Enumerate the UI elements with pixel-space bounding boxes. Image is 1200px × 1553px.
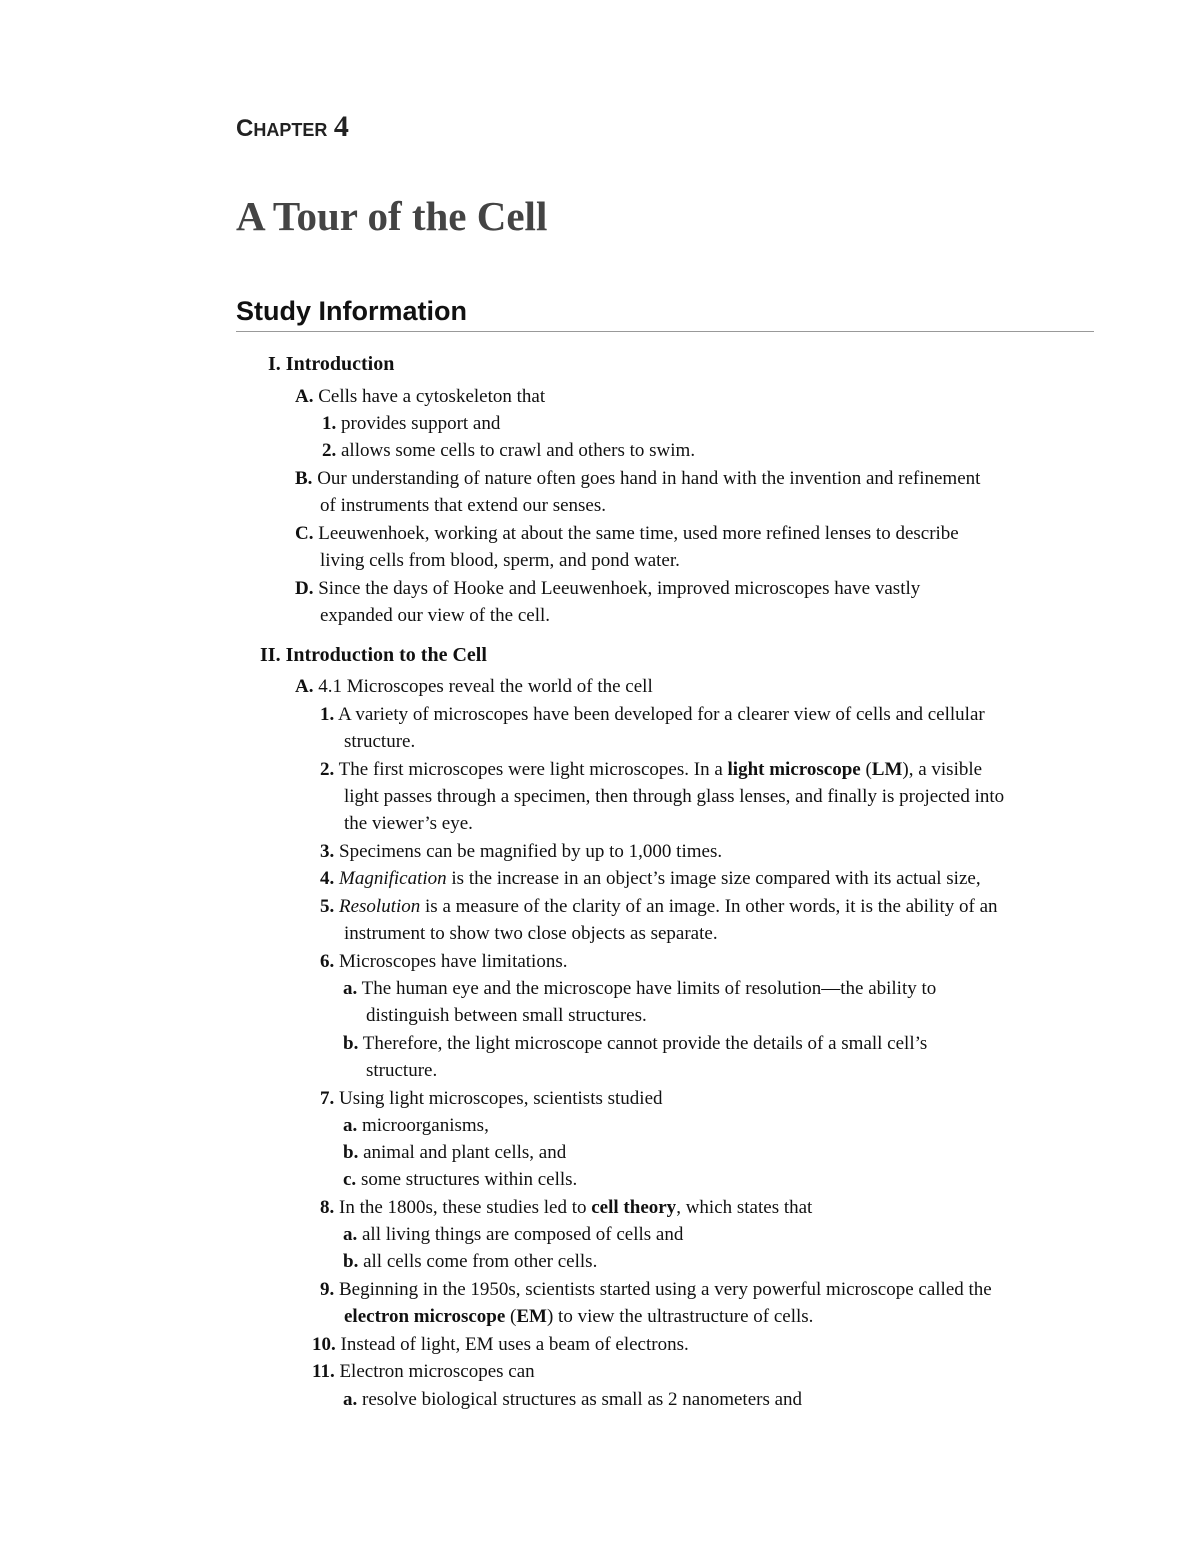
outline-item-text: In the 1800s, these studies led to xyxy=(339,1197,592,1218)
outline-item-I-D xyxy=(295,578,920,601)
outline-marker: II. xyxy=(260,644,281,666)
outline-item-text: all living things are composed of cells and xyxy=(362,1224,684,1245)
outline-marker: a. xyxy=(343,978,358,999)
outline-item-text: The first microscopes were light microscopes. In a xyxy=(338,759,728,780)
outline-item-II-A-7-c xyxy=(343,1169,577,1192)
outline-marker: A. xyxy=(295,386,314,407)
outline-item-text: ), a visible xyxy=(902,759,983,780)
outline-item-text: The human eye and the microscope have limits of resolution—the ability to xyxy=(361,978,937,999)
outline-item-text: Instead of light, EM uses a beam of electrons. xyxy=(340,1334,689,1355)
outline-marker: I. xyxy=(268,353,281,375)
section-heading: Study Information xyxy=(236,296,467,326)
outline-marker: a. xyxy=(343,1224,358,1245)
outline-marker: 10. xyxy=(312,1334,336,1355)
outline-marker: c. xyxy=(343,1169,357,1190)
outline-marker: 11. xyxy=(312,1361,335,1382)
outline-item-II-A-4 xyxy=(320,868,981,891)
outline-marker: b. xyxy=(343,1033,359,1054)
outline-item-II-A-6-a-continued: distinguish between small structures. xyxy=(366,1005,647,1026)
outline-item-text: ( xyxy=(860,759,872,780)
outline-item-II-A-8-b xyxy=(343,1251,597,1274)
outline-item-I-A-1 xyxy=(322,413,500,436)
outline-item-II-A-7-b xyxy=(343,1142,566,1165)
key-term-abbreviation: LM xyxy=(871,759,903,780)
chapter-number: 4 xyxy=(333,110,349,143)
outline-heading-introduction-to-the-cell xyxy=(260,643,487,667)
outline-marker: D. xyxy=(295,578,314,599)
outline-marker: 5. xyxy=(320,896,335,917)
outline-item-II-A-2-continued: the viewer’s eye. xyxy=(344,813,473,834)
outline-item-text: Cells have a cytoskeleton that xyxy=(318,386,546,407)
outline-item-II-A-3 xyxy=(320,841,722,864)
outline-item-II-A-10 xyxy=(312,1334,689,1357)
outline-item-I-D-continued: expanded our view of the cell. xyxy=(320,605,551,626)
outline-item-II-A-1 xyxy=(320,704,985,727)
outline-item-text: resolve biological structures as small as 2 nanometers and xyxy=(362,1389,803,1410)
outline-item-II-A xyxy=(295,676,653,699)
outline-item-text: ( xyxy=(505,1306,517,1327)
key-term: Resolution xyxy=(339,896,421,917)
outline-item-I-C-continued: living cells from blood, sperm, and pond water. xyxy=(320,550,680,571)
outline-item-text: Our understanding of nature often goes hand in hand with the invention and refinement xyxy=(317,468,981,489)
outline-item-text: Leeuwenhoek, working at about the same time, used more refined lenses to describe xyxy=(318,523,959,544)
chapter-title: A Tour of the Cell xyxy=(236,193,548,239)
outline-item-II-A-5-continued: instrument to show two close objects as separate. xyxy=(344,923,718,944)
key-term: light microscope xyxy=(727,759,861,780)
outline-marker: C. xyxy=(295,523,314,544)
outline-marker: a. xyxy=(343,1115,358,1136)
outline-marker: 3. xyxy=(320,841,335,862)
outline-marker: a. xyxy=(343,1389,358,1410)
outline-item-text: is a measure of the clarity of an image. In other words, it is the ability of an xyxy=(420,896,998,917)
outline-marker: b. xyxy=(343,1251,359,1272)
outline-item-II-A-6 xyxy=(320,951,567,974)
outline-item-text: Beginning in the 1950s, scientists started using a very powerful microscope called the xyxy=(339,1279,992,1300)
outline-heading-text: Introduction to the Cell xyxy=(285,644,487,666)
outline-marker: b. xyxy=(343,1142,359,1163)
outline-marker: A. xyxy=(295,676,314,697)
outline-item-text: allows some cells to crawl and others to swim. xyxy=(341,440,696,461)
outline-item-II-A-2-continued: light passes through a specimen, then through glass lenses, and finally is projected into xyxy=(344,786,1005,807)
outline-marker: 1. xyxy=(322,413,337,434)
outline-item-text: is the increase in an object’s image size compared with its actual size, xyxy=(446,868,981,889)
outline-heading-introduction xyxy=(268,352,394,376)
outline-marker: 8. xyxy=(320,1197,335,1218)
outline-item-II-A-11 xyxy=(312,1361,535,1384)
outline-item-text: provides support and xyxy=(341,413,501,434)
outline-item-II-A-9 xyxy=(320,1279,992,1302)
outline-marker: 7. xyxy=(320,1088,335,1109)
outline-item-text: Electron microscopes can xyxy=(339,1361,535,1382)
outline-item-I-B xyxy=(295,468,980,491)
outline-item-I-A xyxy=(295,386,545,409)
key-term: electron microscope xyxy=(344,1306,506,1327)
outline-item-text: A variety of microscopes have been developed for a clearer view of cells and cellular xyxy=(337,704,985,725)
heading-rule xyxy=(236,331,1094,332)
outline-item-II-A-1-continued: structure. xyxy=(344,731,416,752)
outline-marker: 9. xyxy=(320,1279,335,1300)
outline-item-text: some structures within cells. xyxy=(360,1169,578,1190)
outline-marker: 2. xyxy=(320,759,335,780)
outline-marker: 1. xyxy=(320,704,335,725)
outline-marker: 6. xyxy=(320,951,335,972)
outline-item-II-A-6-b-continued: structure. xyxy=(366,1060,438,1081)
chapter-label-initial: C xyxy=(236,115,254,142)
outline-item-I-A-2 xyxy=(322,440,695,463)
outline-item-text: Specimens can be magnified by up to 1,000 times. xyxy=(339,841,723,862)
key-term: Magnification xyxy=(339,868,447,889)
outline-item-text: Therefore, the light microscope cannot provide the details of a small cell’s xyxy=(362,1033,928,1054)
outline-item-text: all cells come from other cells. xyxy=(363,1251,598,1272)
outline-item-II-A-5 xyxy=(320,896,998,919)
outline-item-II-A-9-continued xyxy=(344,1306,813,1329)
outline-item-text: Microscopes have limitations. xyxy=(339,951,568,972)
chapter-label xyxy=(236,112,349,142)
outline-item-text: , which states that xyxy=(676,1197,813,1218)
outline-marker: 2. xyxy=(322,440,337,461)
outline-item-II-A-7 xyxy=(320,1088,663,1111)
outline-item-II-A-8-a xyxy=(343,1224,683,1247)
chapter-label-rest: HAPTER xyxy=(253,120,328,140)
outline-item-I-B-continued: of instruments that extend our senses. xyxy=(320,495,607,516)
outline-item-text: Using light microscopes, scientists studied xyxy=(339,1088,663,1109)
outline-marker: B. xyxy=(295,468,313,489)
outline-item-text: ) to view the ultrastructure of cells. xyxy=(546,1306,814,1327)
key-term: cell theory xyxy=(591,1197,677,1218)
outline-item-text: 4.1 Microscopes reveal the world of the cell xyxy=(318,676,653,697)
outline-item-text: animal and plant cells, and xyxy=(363,1142,567,1163)
outline-item-II-A-6-a xyxy=(343,978,936,1001)
outline-item-text: microorganisms, xyxy=(362,1115,489,1136)
outline-item-II-A-2 xyxy=(320,759,982,782)
outline-marker: 4. xyxy=(320,868,335,889)
outline-item-II-A-6-b xyxy=(343,1033,927,1056)
outline-item-II-A-8 xyxy=(320,1197,812,1220)
outline-item-II-A-11-a xyxy=(343,1389,802,1412)
key-term-abbreviation: EM xyxy=(516,1306,547,1327)
outline-heading-text: Introduction xyxy=(285,353,395,375)
outline-item-I-C xyxy=(295,523,959,546)
outline-item-II-A-7-a xyxy=(343,1115,489,1138)
outline-item-text: Since the days of Hooke and Leeuwenhoek, improved microscopes have vastly xyxy=(318,578,921,599)
